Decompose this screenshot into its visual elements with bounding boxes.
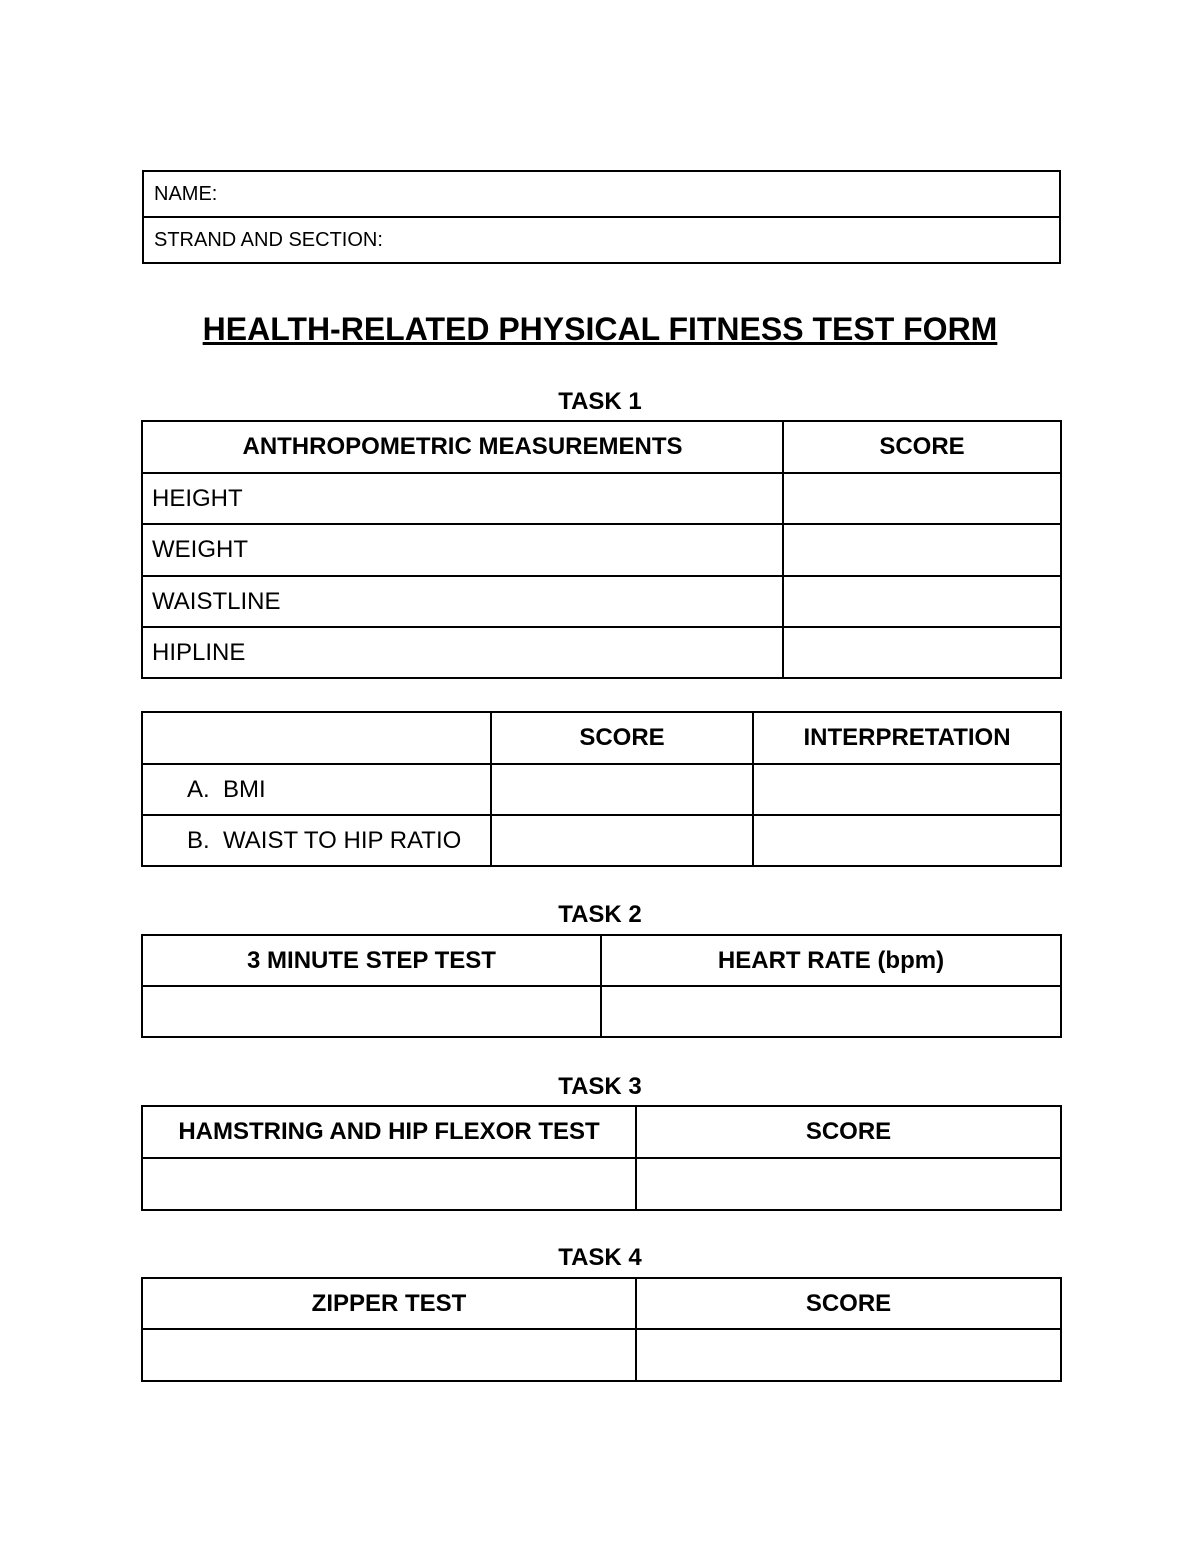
blank-header [142,712,491,764]
page-title: HEALTH-RELATED PHYSICAL FITNESS TEST FORM [202,311,998,347]
strand-section-field[interactable] [143,217,1060,263]
hipline-score-cell[interactable] [783,627,1061,678]
table-row [142,576,1061,627]
waistline-label: WAISTLINE [142,576,783,627]
bmi-interpretation-cell[interactable] [753,764,1061,815]
name-label: NAME: [154,182,218,205]
table-header-row [142,421,1061,473]
height-label: HEIGHT [142,473,783,524]
table-row [142,1158,1061,1210]
table-row [142,1329,1061,1381]
task4-title: TASK 4 [558,1244,642,1271]
table-row [142,815,1061,866]
bmi-score-cell[interactable] [491,764,753,815]
step-test-table [141,934,1062,1038]
hamstring-score-cell[interactable] [636,1158,1061,1210]
hamstring-test-table [141,1105,1062,1211]
zipper-test-cell[interactable] [142,1329,636,1381]
task3-title: TASK 3 [558,1073,642,1100]
table-header-row [142,1106,1061,1158]
score-header: SCORE [636,1106,1061,1158]
strand-section-label: STRAND AND SECTION: [154,228,383,251]
weight-label: WEIGHT [142,524,783,576]
zipper-test-header: ZIPPER TEST [142,1278,636,1329]
student-info-table [142,170,1061,264]
waistline-score-cell[interactable] [783,576,1061,627]
bmi-label: A. BMI [142,764,491,815]
task1-title: TASK 1 [558,388,642,415]
table-row [142,524,1061,576]
name-field[interactable] [143,171,1060,217]
heart-rate-cell[interactable] [601,986,1061,1037]
hipline-label: HIPLINE [142,627,783,678]
table-header-row [142,712,1061,764]
weight-score-cell[interactable] [783,524,1061,576]
score-header: SCORE [491,712,753,764]
task2-title: TASK 2 [558,901,642,928]
table-row [142,473,1061,524]
strand-row [143,217,1060,263]
zipper-score-cell[interactable] [636,1329,1061,1381]
hamstring-test-cell[interactable] [142,1158,636,1210]
table-header-row [142,935,1061,986]
table-header-row [142,1278,1061,1329]
height-score-cell[interactable] [783,473,1061,524]
hamstring-test-header: HAMSTRING AND HIP FLEXOR TEST [142,1106,636,1158]
score-header: SCORE [636,1278,1061,1329]
table-row [142,986,1061,1037]
anthropometric-table [141,420,1062,679]
anthropometric-header: ANTHROPOMETRIC MEASUREMENTS [142,421,783,473]
waist-hip-ratio-label: B. WAIST TO HIP RATIO [142,815,491,866]
step-test-cell[interactable] [142,986,601,1037]
step-test-header: 3 MINUTE STEP TEST [142,935,601,986]
score-header: SCORE [783,421,1061,473]
table-row [142,764,1061,815]
table-row [142,627,1061,678]
name-row [143,171,1060,217]
waist-hip-ratio-interpretation-cell[interactable] [753,815,1061,866]
zipper-test-table [141,1277,1062,1382]
interpretation-table [141,711,1062,867]
waist-hip-ratio-score-cell[interactable] [491,815,753,866]
interpretation-header: INTERPRETATION [753,712,1061,764]
heart-rate-header: HEART RATE (bpm) [601,935,1061,986]
